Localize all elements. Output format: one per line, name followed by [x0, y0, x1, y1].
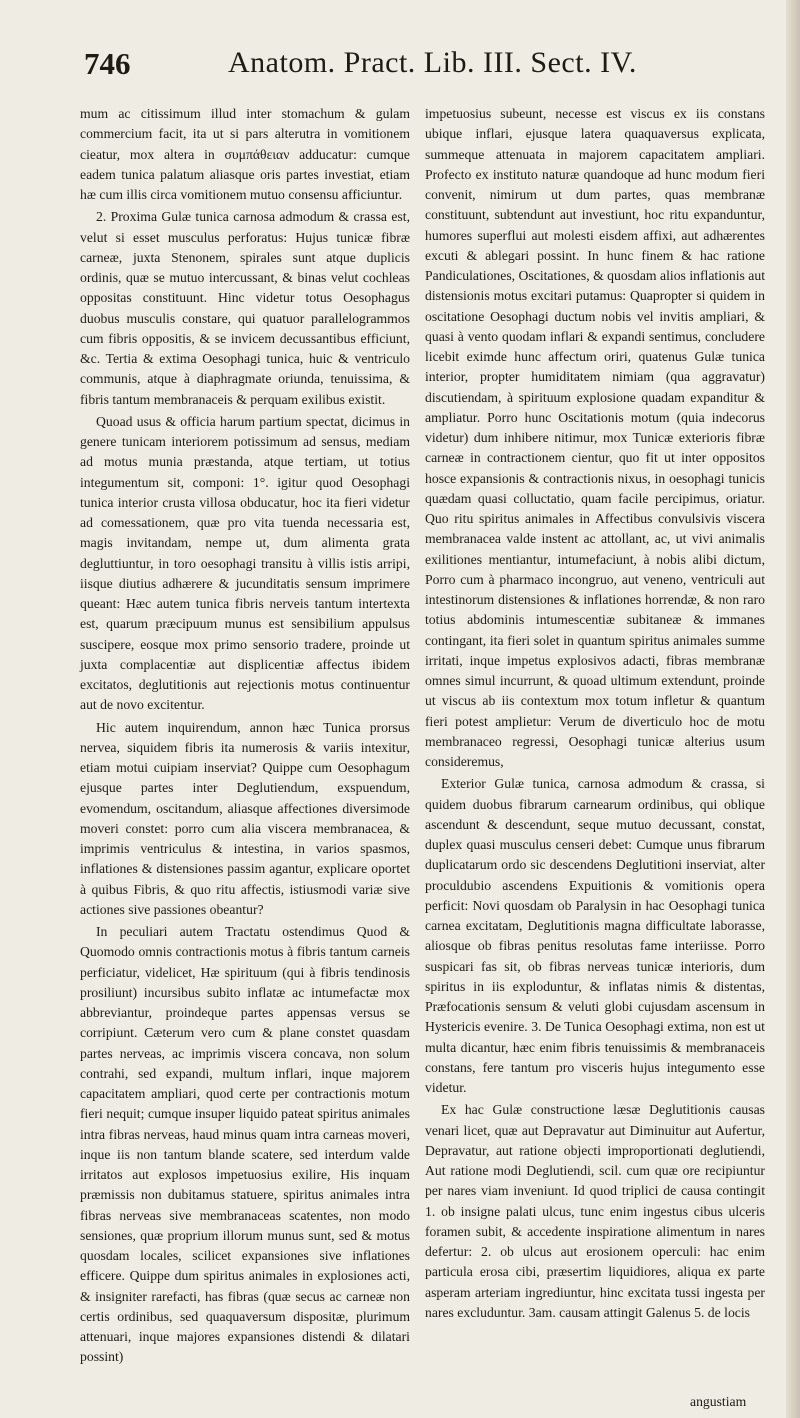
right-column [425, 104, 765, 1325]
paragraph: impetuosius subeunt, necesse est viscus ex iis constans ubique inflari, ejusque latera quaquaversus explicata, summeque attenuata in majorem capacitatem ampliari. Profecto ex instituto naturæ quandoque ad hunc modum fieri convenit, nimirum ut dum partes, quas membranæ constituunt, subtendunt aut investiunt, hoc ritu expanduntur, humores superflui aut molesti eisdem affixi, aut adhærentes excuti & ablegari possint. In hunc finem & hac ratione Pandiculationes, Oscitationes, & quosdam alios inflationis aut distensionis motus excitari putamus: Quapropter si quidem in oscitatione Oesophagi ductum nobis vel invitis ampliari, & quasi à vento quodam inflari & expandi sentimus, concludere licebit eximde hunc affectum oriri, quatenus Gulæ tunica interior, propter humiditatem nimiam (qua aggravatur) discutiendam, à spirituum explosione quadam expanditur & ampliatur. Porro hunc Oscitationis motum (quia indecorus videtur) dum inhibere nitimur, mox Tunicæ exterioris fibræ carneæ in contractionem cientur, quo fit ut inter oppositos hosce expansionis & contractionis nixus, in oesophagi tunicis quædam quasi colluctatio, quam facile percipimus, oriatur. Quo ritu spiritus animales in Affectibus convulsivis viscera membranacea valde instent ac attollant, ac, ut vivi animalis exilitiones mentiantur, intumefaciunt, à nobis alibi dictum, Porro cum à pharmaco incongruo, aut veneno, ventriculi aut intestinorum distensiones & inflationes horrendæ, & non raro totius abdominis intumescentiæ subitaneæ & immanes contingant, ita fieri solet in quantum spiritus animales summe irritati, inque impetus explosivos adacti, fibras membranæ omnes simul incurrunt, & quoad ultimum extendunt, proinde ut viscus ab iis contextum mox totum infletur & quantum fieri potest amplietur: Verum de diverticulo hoc de motu membranaceo regressi, Oesophagi tunicæ alterius usum consideremus, [425, 106, 765, 769]
paragraph: In peculiari autem Tractatu ostendimus Quod & Quomodo omnis contractionis motus à fibris tantum carneis perficiatur, videlicet, Hæ spirituum (qui à fibris tendinosis prosiliunt) incursibus subito inflatæ ac intumefactæ mox abbreviantur, proindeque partes appensas versus se corripiunt. Cæterum vero cum & plane constet quasdam partes nerveas, ac imprimis viscera concava, non solum contrahi, sed expandi, multum inflari, inque majorem capacitatem ampliari, quod certe per contractionis motum fieri nequit; cumque insuper liquido pateat spiritus animales intra fibras nerveas, haud minus quam intra carneas moveri, inque iis non tantum blande scatere, sed interdum valde irritatos aut explosos impetuosius exilire, His inquam præmissis non dubitamus statuere, spiritus animales intra fibras nerveas sive membranaceas scatentes, non modo sensiones, quæ proprium illorum munus sunt, sed & motus quosdam locales, scilicet expansiones sive inflationes efficere. Quippe dum spiritus animales in explosiones acti, & insigniter rarefacti, has fibras (quæ secus ac carneæ non certis ordinibus, sed quaquaversum dispositæ, plurimum attenuari, inque majores expansiones distendi & dilatari possint) [80, 924, 410, 1365]
paragraph: 2. Proxima Gulæ tunica carnosa admodum & crassa est, velut si esset musculus perforatus: Hujus tunicæ fibræ carneæ, juxta Stenonem, spirales sunt atque duplicis ordinis, quæ se mutuo intercussant, & binas velut cochleas oppositas constituunt. Hinc videtur totus Oesophagus duobus musculis constare, qui quatuor parallelogrammos cum fibris oppositis, & se invicem decussantibus efficiunt, &c. Tertia & extima Oesophagi tunica, huic & ventriculo communis, atque à diaphragmate oriunda, tenuissima, & fibris tantum membranaceis & perquam exilibus existit. [80, 209, 410, 407]
page-header [58, 42, 778, 102]
paragraph: Exterior Gulæ tunica, carnosa admodum & crassa, si quidem duobus fibrarum carnearum ordinibus, qui oblique ascendunt & descendunt, seque mutuo decussant, constat, duplex quasi musculus censeri debet: Cumque unus fibrarum duplicatarum ordo sic descendens Deglutitioni inserviat, alter proculdubio ascendens Expuitionis & vomitionis opera perficit: Novi quosdam ob Paralysin in hac Oesophagi tunica carnea excitatam, Deglutitionis magna difficultate laborasse, aliosque ob fibras penitus resolutas fame interiisse. Porro suspicari fas sit, ob fibras nerveas tunicæ interioris, dum spiritus in iis exploduntur, & inflatas nimis & distentas, Præfocationis sensum & veluti globi cujusdam ascensum in Hystericis evenire. 3. De Tunica Oesophagi extima, non est ut multa dicantur, hæc enim fibris tenuissimis & membranaceis constans, fere tantum pro visceris hujus integumento esse videtur. [425, 776, 765, 1095]
page-edge-shadow [786, 0, 800, 1418]
running-head: Anatom. Pract. Lib. III. Sect. IV. [228, 46, 637, 79]
paragraph: Quoad usus & officia harum partium spectat, dicimus in genere tunicam interiorem potissimum ad sensus, mediam ad motus munia præstanda, atque tertiam, ut totius integumentum sit, componi: 1°. igitur quod Oesophagi tunica interior crusta villosa obducatur, hoc ita fieri videtur ad comessationem, quæ pro vita tuenda necessaria est, magis invitandam, nempe ut, dum alimenta grata degluttiuntur, in toro oesophagi transitu à villis istis arripi, iisque diutius adhærere & jucunditatis sensum imprimere queant: Hæc autem tunica fibris nerveis tantum intertexta est, quarum præcipuum munus est sensibilium appulsus suscipere, eosque mox primo sensorio tradere, proinde ut juxta complacentiæ aut displicentiæ affectus ibidem excitatos, deglutitionis aut rejectionis motus continuentur aut de novo excitentur. [80, 413, 410, 713]
paragraph: Hic autem inquirendum, annon hæc Tunica prorsus nervea, siquidem fibris ita numerosis & variis intexitur, etiam motui cuipiam inserviat? Quippe cum Oesophagum ejusque partes inter Deglutiendum, exspuendum, evomendum, oscitandum, aliasque affectiones diversimode moveri constet: porro cum alia viscera membranacea, & imprimis ventriculus & intestina, in varios spasmos, inflationes & distensiones passim agantur, explicare oportet à quibus Fibris, & quo ritu affectis, istiusmodi variæ sive actiones sive passiones obeantur? [80, 719, 410, 917]
paragraph: Ex hac Gulæ constructione læsæ Deglutitionis causas venari licet, quæ aut Depravatur aut Diminuitur aut Aufertur, Depravatur, aut ratione objecti improportionati deglutiendi, Aut ratione modi Deglutiendi, scil. cum quæ ore recipiuntur per nares viam inveniunt. Id quod triplici de causa contingit 1. ob insigne palati ulcus, tunc enim ingestus cibus ulceris foramen subit, & accedente inspiratione alimentum in nares defertur: 2. ob ulcus aut erosionem operculi: hac enim particula erosa cibi, præsertim liquidiores, aliqua ex parte asperam arteriam ingrediuntur, hinc excitata tussi ingesta per nares excluduntur. 3am. causam attingit Galenus 5. de locis [425, 1102, 765, 1320]
left-column [80, 104, 410, 1370]
page-number: 746 [84, 46, 131, 81]
catchword: angustiam [690, 1394, 747, 1409]
paragraph: mum ac citissimum illud inter stomachum & gulam commercium facit, ita ut si pars alterutra in vomitionem cieatur, mox altera in συμπάθειαν adducatur: cumque eadem tunica palatum aliasque oris partes investiat, etiam hæ cum illis circa vomitionem mutuo consensu afficiuntur. [80, 106, 410, 202]
